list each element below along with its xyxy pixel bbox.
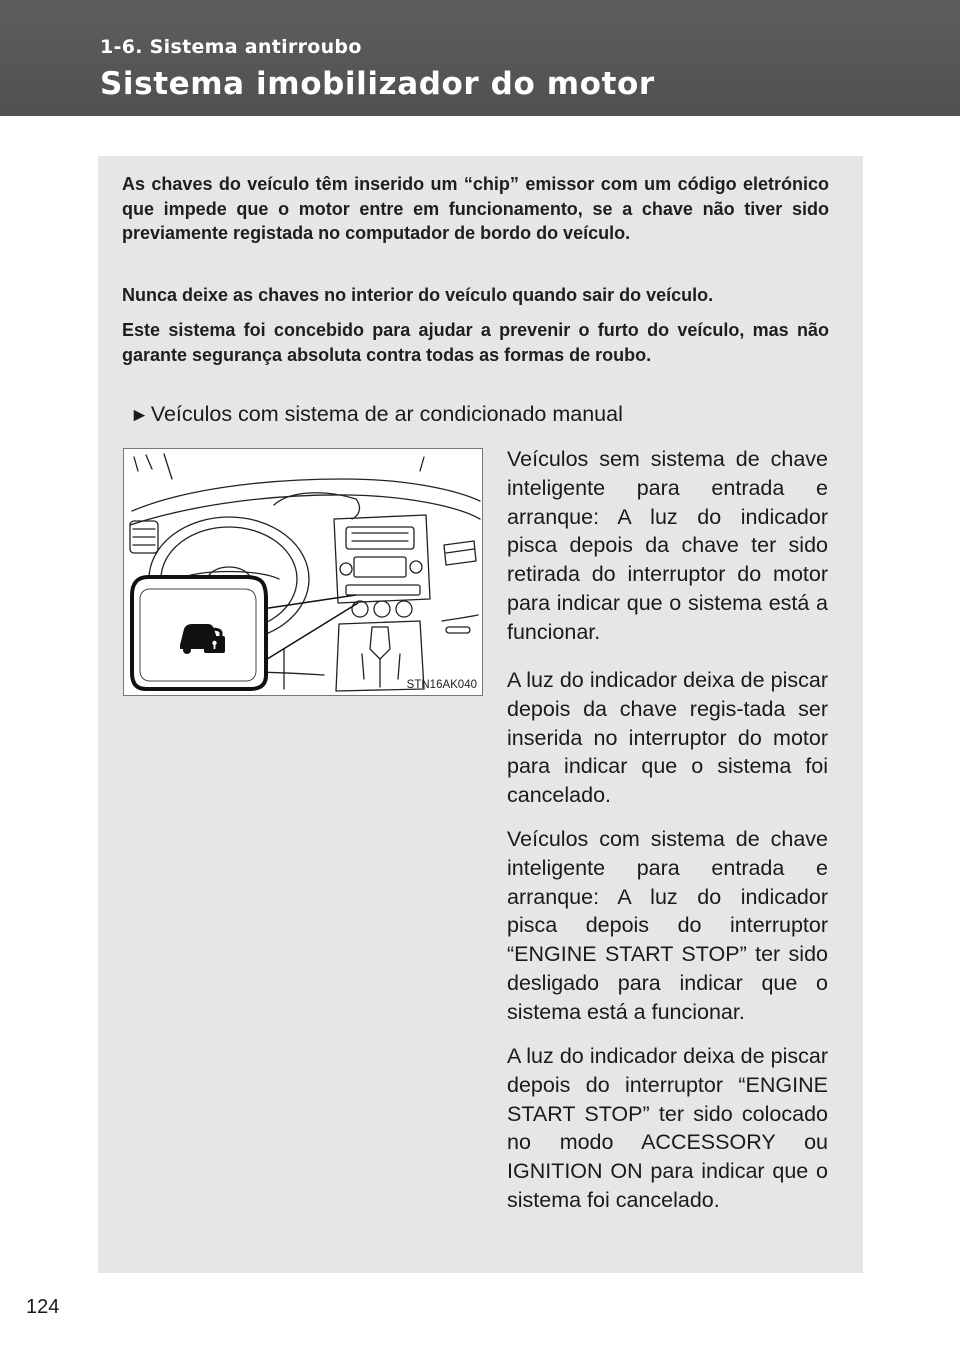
body-paragraph-2: A luz do indicador deixa de piscar depois da chave regis-tada ser inserida no interruptor do motor para indicar que o sistema foi cancelado. [507, 668, 828, 808]
page-title: Sistema imobilizador do motor [100, 66, 655, 102]
triangle-marker-icon: ► [130, 405, 149, 426]
intro-paragraph-chip: As chaves do veículo têm inserido um “chip” emissor com um código eletrónico que impede que o motor entre em funcionamento, se a chave não tiver sido previamente registada no computador de bordo do veículo. [122, 174, 829, 243]
subheading-text: Veículos com sistema de ar condicionado manual [150, 402, 623, 426]
body-paragraph-4: A luz do indicador deixa de piscar depois do interruptor “ENGINE START STOP” ter sido colocado no modo ACCESSORY ou IGNITION ON para indicar que o sistema foi cancelado. [507, 1044, 828, 1212]
intro-paragraph-warning: Nunca deixe as chaves no interior do veículo quando sair do veículo. [122, 285, 714, 305]
body-paragraph-1: Veículos sem sistema de chave inteligente para entrada e arranque: A luz do indicador pisca depois da chave ter sido retirada do interruptor do motor para indicar que o sistema está a funcionar. [507, 447, 828, 644]
page-number: 124 [26, 1296, 60, 1318]
dashboard-illustration [123, 448, 483, 696]
body-paragraph-3: Veículos com sistema de chave inteligente para entrada e arranque: A luz do indicador pisca depois do interruptor “ENGINE START STOP” ter sido desligado para indicar que o sistema está a funcionar. [507, 827, 828, 1024]
figure-code: STN16AK040 [406, 679, 477, 691]
section-subheading [130, 402, 623, 427]
dashboard-drawing [124, 449, 482, 695]
intro-paragraph-limitation: Este sistema foi concebido para ajudar a prevenir o furto do veículo, mas não garante segurança absoluta contra todas as formas de roubo. [122, 320, 829, 365]
section-label: 1-6. Sistema antirroubo [100, 36, 362, 58]
